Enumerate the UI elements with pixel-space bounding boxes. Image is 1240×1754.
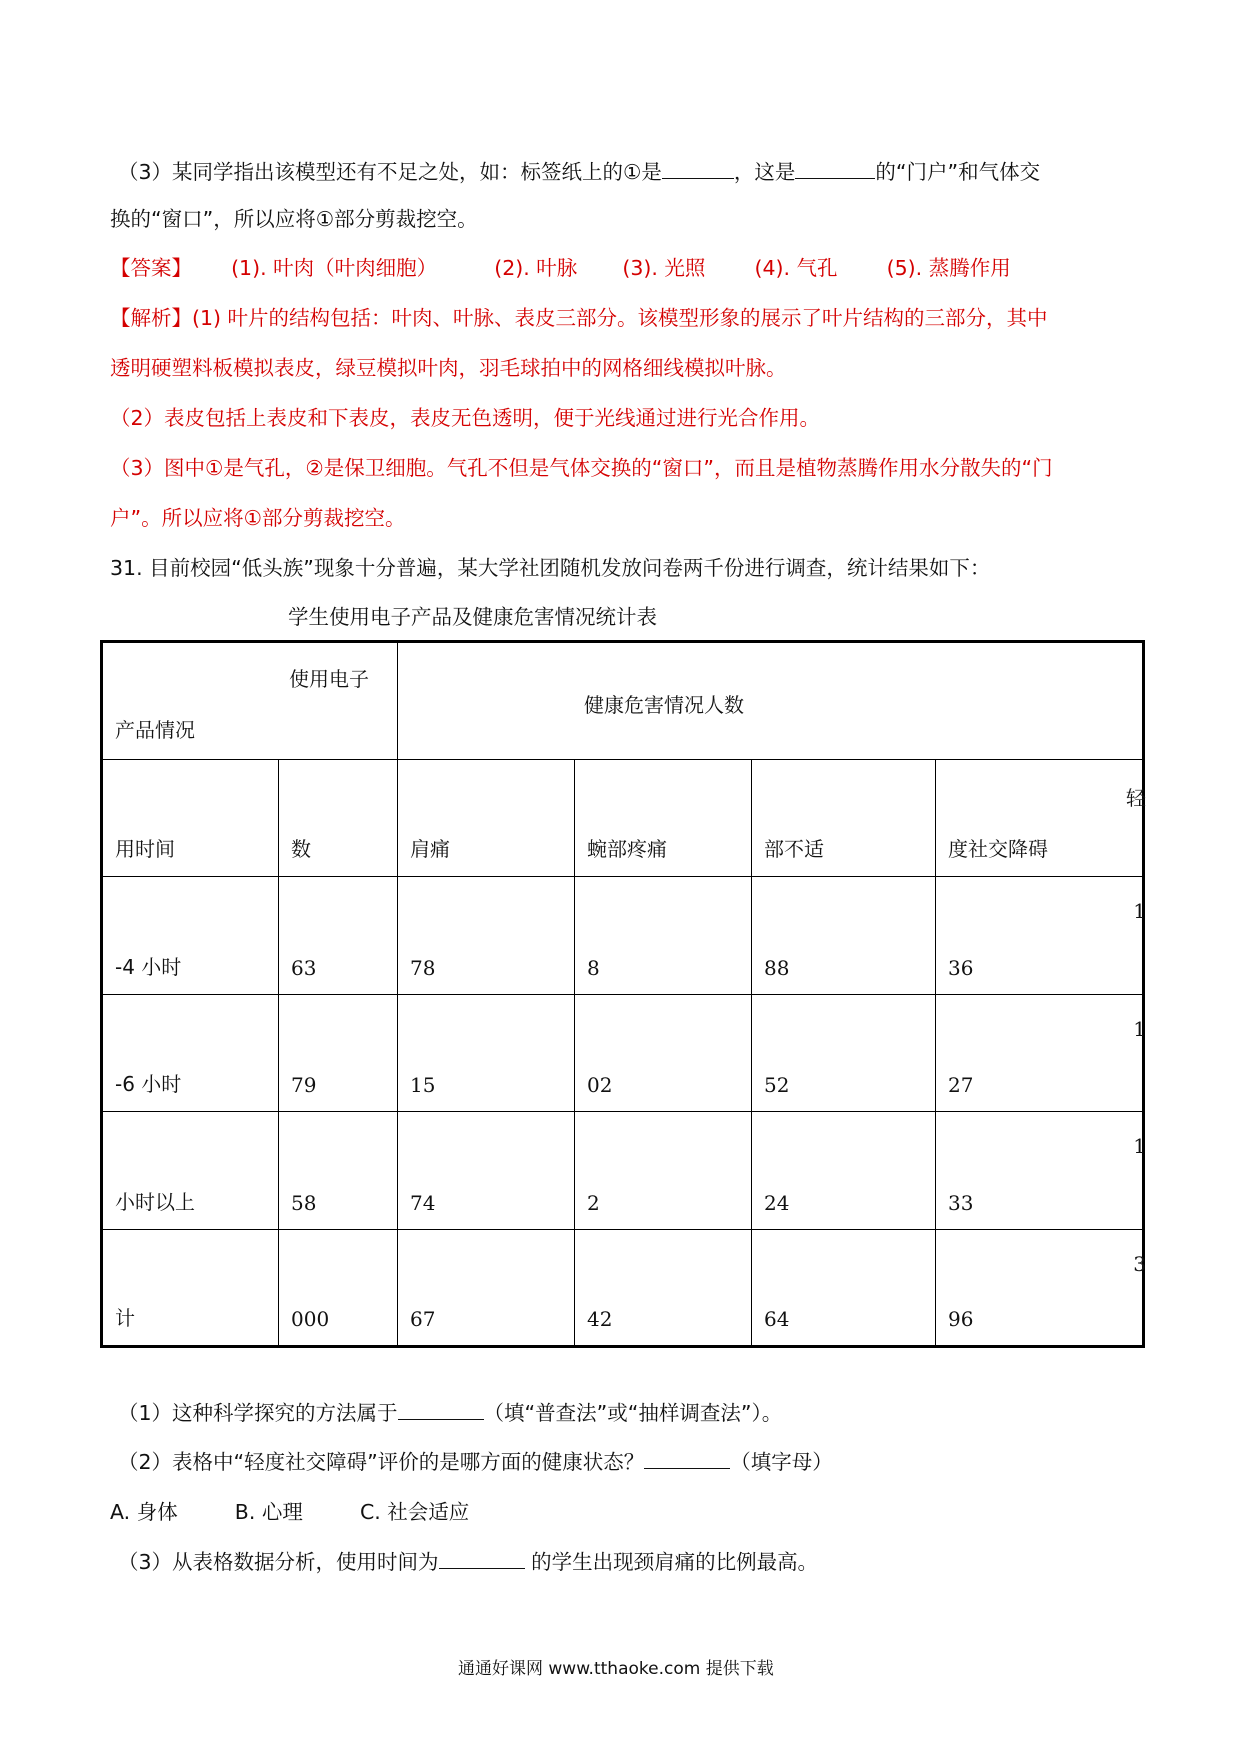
table-cell bbox=[575, 1112, 752, 1230]
answer-line bbox=[110, 253, 1011, 283]
option-a: A. 身体 bbox=[110, 1500, 178, 1524]
cell-text: 36 bbox=[948, 955, 974, 980]
table-cell bbox=[102, 1229, 279, 1347]
q30-part3-text-b: ，这是 bbox=[733, 160, 796, 184]
analysis-line3: （2）表皮包括上表皮和下表皮，表皮无色透明，便于光线通过进行光合作用。 bbox=[110, 406, 821, 430]
cell-overflow-text: 1 bbox=[1133, 1134, 1146, 1158]
table-header-left bbox=[102, 642, 398, 760]
subheader-text: 肩痛 bbox=[410, 837, 450, 861]
cell-text: 79 bbox=[291, 1073, 317, 1097]
cell-text: 27 bbox=[948, 1073, 974, 1097]
table-cell bbox=[936, 877, 1144, 995]
cell-text: 24 bbox=[764, 1190, 790, 1215]
cell-text: 000 bbox=[291, 1307, 330, 1331]
subheader-text: 部不适 bbox=[764, 837, 824, 861]
cell-overflow-text: 1 bbox=[1133, 899, 1146, 923]
blank-line bbox=[795, 158, 875, 179]
cell-text: 15 bbox=[410, 1073, 436, 1097]
subheader-text: 蜿部疼痛 bbox=[587, 837, 667, 861]
table-cell bbox=[102, 1112, 279, 1230]
analysis-text: (1) 叶片的结构包括：叶肉、叶脉、表皮三部分。该模型形象的展示了叶片结构的三部分，其中 bbox=[192, 306, 1048, 330]
cell-text: 63 bbox=[291, 955, 317, 980]
cell-text: 78 bbox=[410, 955, 436, 980]
q30-part3-text-c: 的“门户”和气体交 bbox=[875, 160, 1041, 184]
analysis-line2: 透明硬塑料板模拟表皮，绿豆模拟叶肉，羽毛球拍中的网格细线模拟叶脉。 bbox=[110, 356, 787, 380]
blank-line bbox=[662, 158, 734, 179]
subheader-cell bbox=[575, 759, 752, 877]
header-left-top: 使用电子 bbox=[289, 667, 369, 691]
q31-options bbox=[110, 1497, 469, 1527]
table-title: 学生使用电子产品及健康危害情况统计表 bbox=[288, 605, 657, 629]
subheader-text: 数 bbox=[291, 837, 311, 861]
analysis-line5: 户”。所以应将①部分剪裁挖空。 bbox=[110, 506, 406, 530]
q31-sub1 bbox=[118, 1398, 782, 1428]
answer-label: 【答案】 bbox=[110, 256, 192, 280]
table-row bbox=[102, 1229, 1144, 1347]
table-cell bbox=[752, 1229, 936, 1347]
table-cell bbox=[752, 877, 936, 995]
blank-line bbox=[398, 1399, 484, 1420]
q31-sub1-text-a: （1）这种科学探究的方法属于 bbox=[118, 1401, 398, 1425]
cell-text: -6 小时 bbox=[115, 1072, 182, 1096]
cell-overflow-text: 1 bbox=[1133, 1016, 1146, 1041]
answer-item: (3). 光照 bbox=[622, 256, 706, 280]
table-cell bbox=[575, 877, 752, 995]
cell-text: 58 bbox=[291, 1190, 317, 1215]
q31-sub2-text-a: （2）表格中“轻度社交障碍”评价的是哪方面的健康状态？ bbox=[118, 1450, 645, 1474]
cell-text: 42 bbox=[587, 1307, 613, 1331]
table-subheader-row bbox=[102, 759, 1144, 877]
table-cell bbox=[279, 1112, 398, 1230]
answer-item: (4). 气孔 bbox=[754, 256, 838, 280]
table-cell bbox=[752, 1112, 936, 1230]
cell-text: 计 bbox=[115, 1306, 135, 1330]
table-cell bbox=[279, 877, 398, 995]
table-cell bbox=[752, 994, 936, 1112]
page-footer: 通通好课网 www.tthaoke.com 提供下载 bbox=[458, 1659, 774, 1679]
answer-item: (1). 叶肉（叶肉细胞） bbox=[231, 256, 438, 280]
q31-sub2-text-b: （填字母） bbox=[730, 1450, 833, 1474]
answer-item: (5). 蒸腾作用 bbox=[886, 256, 1011, 280]
analysis-label: 【解析】 bbox=[110, 306, 192, 330]
table-cell bbox=[398, 1112, 575, 1230]
cell-text: 96 bbox=[948, 1307, 974, 1331]
q30-part3-text-a: （3）某同学指出该模型还有不足之处，如：标签纸上的①是 bbox=[118, 160, 662, 184]
table-cell bbox=[575, 994, 752, 1112]
subheader-cell bbox=[752, 759, 936, 877]
table-row bbox=[102, 994, 1144, 1112]
cell-text: 88 bbox=[764, 955, 790, 980]
option-b: B. 心理 bbox=[234, 1500, 303, 1524]
table-cell bbox=[398, 877, 575, 995]
q31-sub3-text-a: （3）从表格数据分析，使用时间为 bbox=[118, 1550, 439, 1574]
subheader-text: 用时间 bbox=[115, 837, 175, 861]
blank-line bbox=[439, 1548, 525, 1569]
table-row bbox=[102, 1112, 1144, 1230]
header-right-text: 健康危害情况人数 bbox=[584, 693, 744, 717]
cell-text: 02 bbox=[587, 1073, 613, 1097]
subheader-cell bbox=[936, 759, 1144, 877]
analysis-line4: （3）图中①是气孔，②是保卫细胞。气孔不但是气体交换的“窗口”，而且是植物蒸腾作用水分散失的“门 bbox=[110, 456, 1053, 480]
table-header-right bbox=[398, 642, 1144, 760]
subheader-overflow-text: 轻 bbox=[1126, 785, 1146, 810]
cell-text: 小时以上 bbox=[115, 1189, 195, 1214]
cell-text: 33 bbox=[948, 1190, 974, 1215]
table-cell bbox=[279, 994, 398, 1112]
table-cell bbox=[936, 994, 1144, 1112]
header-left-bottom: 产品情况 bbox=[115, 718, 195, 742]
cell-text: 2 bbox=[587, 1190, 600, 1215]
table-cell bbox=[936, 1229, 1144, 1347]
table-cell bbox=[936, 1112, 1144, 1230]
table-cell bbox=[398, 1229, 575, 1347]
q31-sub2 bbox=[118, 1447, 833, 1477]
answer-item: (2). 叶脉 bbox=[494, 256, 578, 280]
subheader-cell bbox=[279, 759, 398, 877]
table-cell bbox=[279, 1229, 398, 1347]
table-cell bbox=[102, 877, 279, 995]
blank-line bbox=[644, 1448, 730, 1469]
q30-part3-line1 bbox=[118, 157, 1040, 187]
cell-text: -4 小时 bbox=[115, 954, 182, 979]
q31-sub1-text-b: （填“普查法”或“抽样调查法”）。 bbox=[483, 1401, 783, 1425]
subheader-text: 度社交降碍 bbox=[948, 837, 1048, 861]
stats-table bbox=[100, 640, 1145, 1348]
cell-overflow-text: 3 bbox=[1133, 1251, 1146, 1276]
table-cell bbox=[398, 994, 575, 1112]
q31-intro: 31. 目前校园“低头族”现象十分普遍，某大学社团随机发放问卷两千份进行调查，统计结果如下： bbox=[110, 556, 991, 580]
q31-sub3-text-b: 的学生出现颈肩痛的比例最高。 bbox=[524, 1550, 819, 1574]
subheader-cell bbox=[398, 759, 575, 877]
option-c: C. 社会适应 bbox=[359, 1500, 470, 1524]
q30-part3-line2: 换的“窗口”，所以应将①部分剪裁挖空。 bbox=[110, 207, 478, 231]
cell-text: 8 bbox=[587, 955, 600, 980]
cell-text: 52 bbox=[764, 1073, 790, 1097]
subheader-cell bbox=[102, 759, 279, 877]
q31-sub3 bbox=[118, 1547, 818, 1577]
analysis-line1 bbox=[110, 303, 1048, 333]
cell-text: 67 bbox=[410, 1307, 436, 1331]
table-cell bbox=[575, 1229, 752, 1347]
cell-text: 64 bbox=[764, 1307, 790, 1331]
cell-text: 74 bbox=[410, 1190, 436, 1215]
table-cell bbox=[102, 994, 279, 1112]
table-row bbox=[102, 877, 1144, 995]
